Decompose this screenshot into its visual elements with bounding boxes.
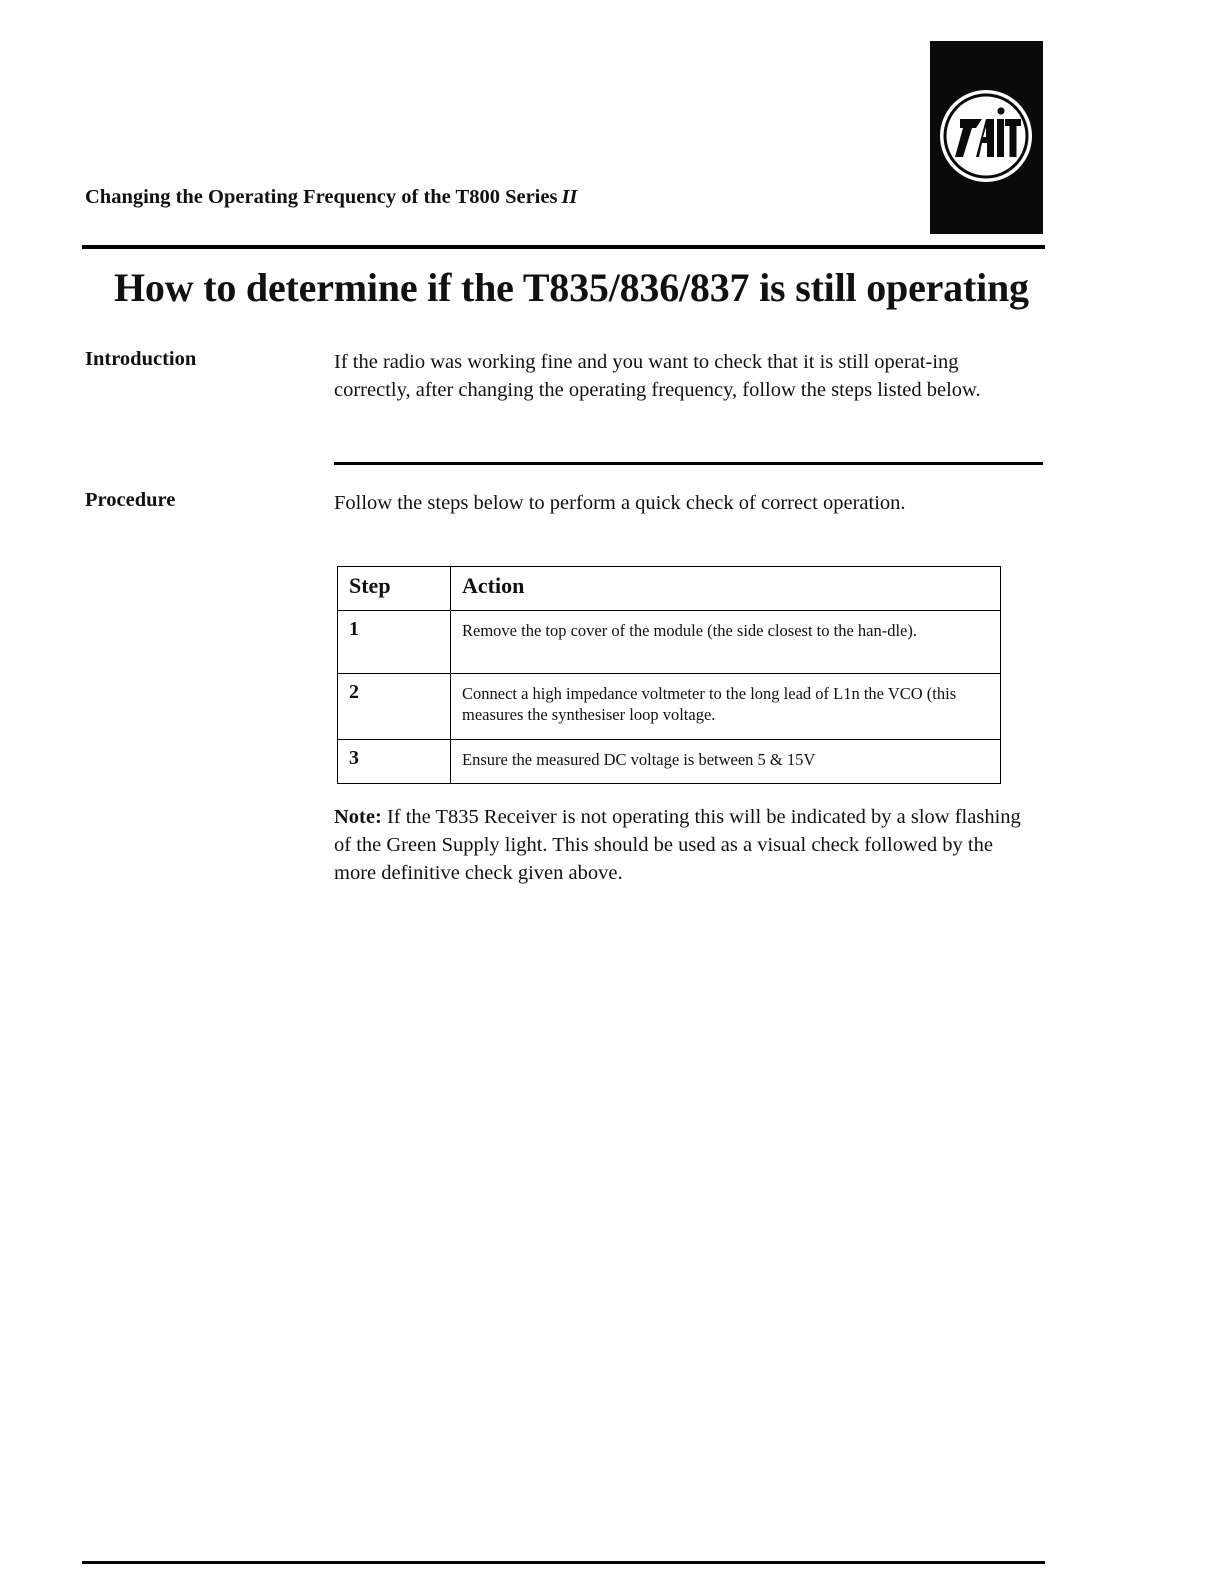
steps-table (337, 566, 1001, 784)
footer-rule (82, 1561, 1045, 1564)
table-row (338, 611, 1001, 674)
header-rule (82, 245, 1045, 249)
note-text: If the T835 Receiver is not operating this will be indicated by a slow flashing of the Green Supply light. This should be used as a visual check followed by the more definitive check given above. (334, 806, 1021, 884)
introduction-text: If the radio was working fine and you want to check that it is still operat-ing correctly, after changing the operating frequency, follow the steps listed below. (334, 351, 981, 401)
procedure-text: Follow the steps below to perform a quick check of correct operation. (334, 492, 906, 514)
section-divider (334, 462, 1043, 465)
note (334, 803, 1034, 887)
series-numeral: II (561, 186, 578, 208)
running-header (85, 186, 577, 209)
introduction-label: Introduction (85, 348, 197, 370)
running-header-title: Changing the Operating Frequency of the T800 Series (85, 186, 558, 208)
step-number: 2 (338, 674, 451, 740)
step-action: Connect a high impedance voltmeter to the long lead of L1n the VCO (this measures the synthesiser loop voltage. (451, 674, 1001, 740)
step-column-header: Step (338, 567, 451, 611)
step-action: Ensure the measured DC voltage is between 5 & 15V (451, 740, 1001, 784)
action-column-header: Action (451, 567, 1001, 611)
tait-logo-icon (930, 41, 1043, 234)
table-row (338, 740, 1001, 784)
table-header-row (338, 567, 1001, 611)
tait-logo (930, 41, 1043, 234)
step-number: 1 (338, 611, 451, 674)
step-action: Remove the top cover of the module (the side closest to the han-dle). (451, 611, 1001, 674)
table-row (338, 674, 1001, 740)
procedure-label: Procedure (85, 489, 176, 511)
note-label: Note: (334, 806, 382, 828)
step-number: 3 (338, 740, 451, 784)
page-title: How to determine if the T835/836/837 is still operating (114, 265, 1029, 310)
